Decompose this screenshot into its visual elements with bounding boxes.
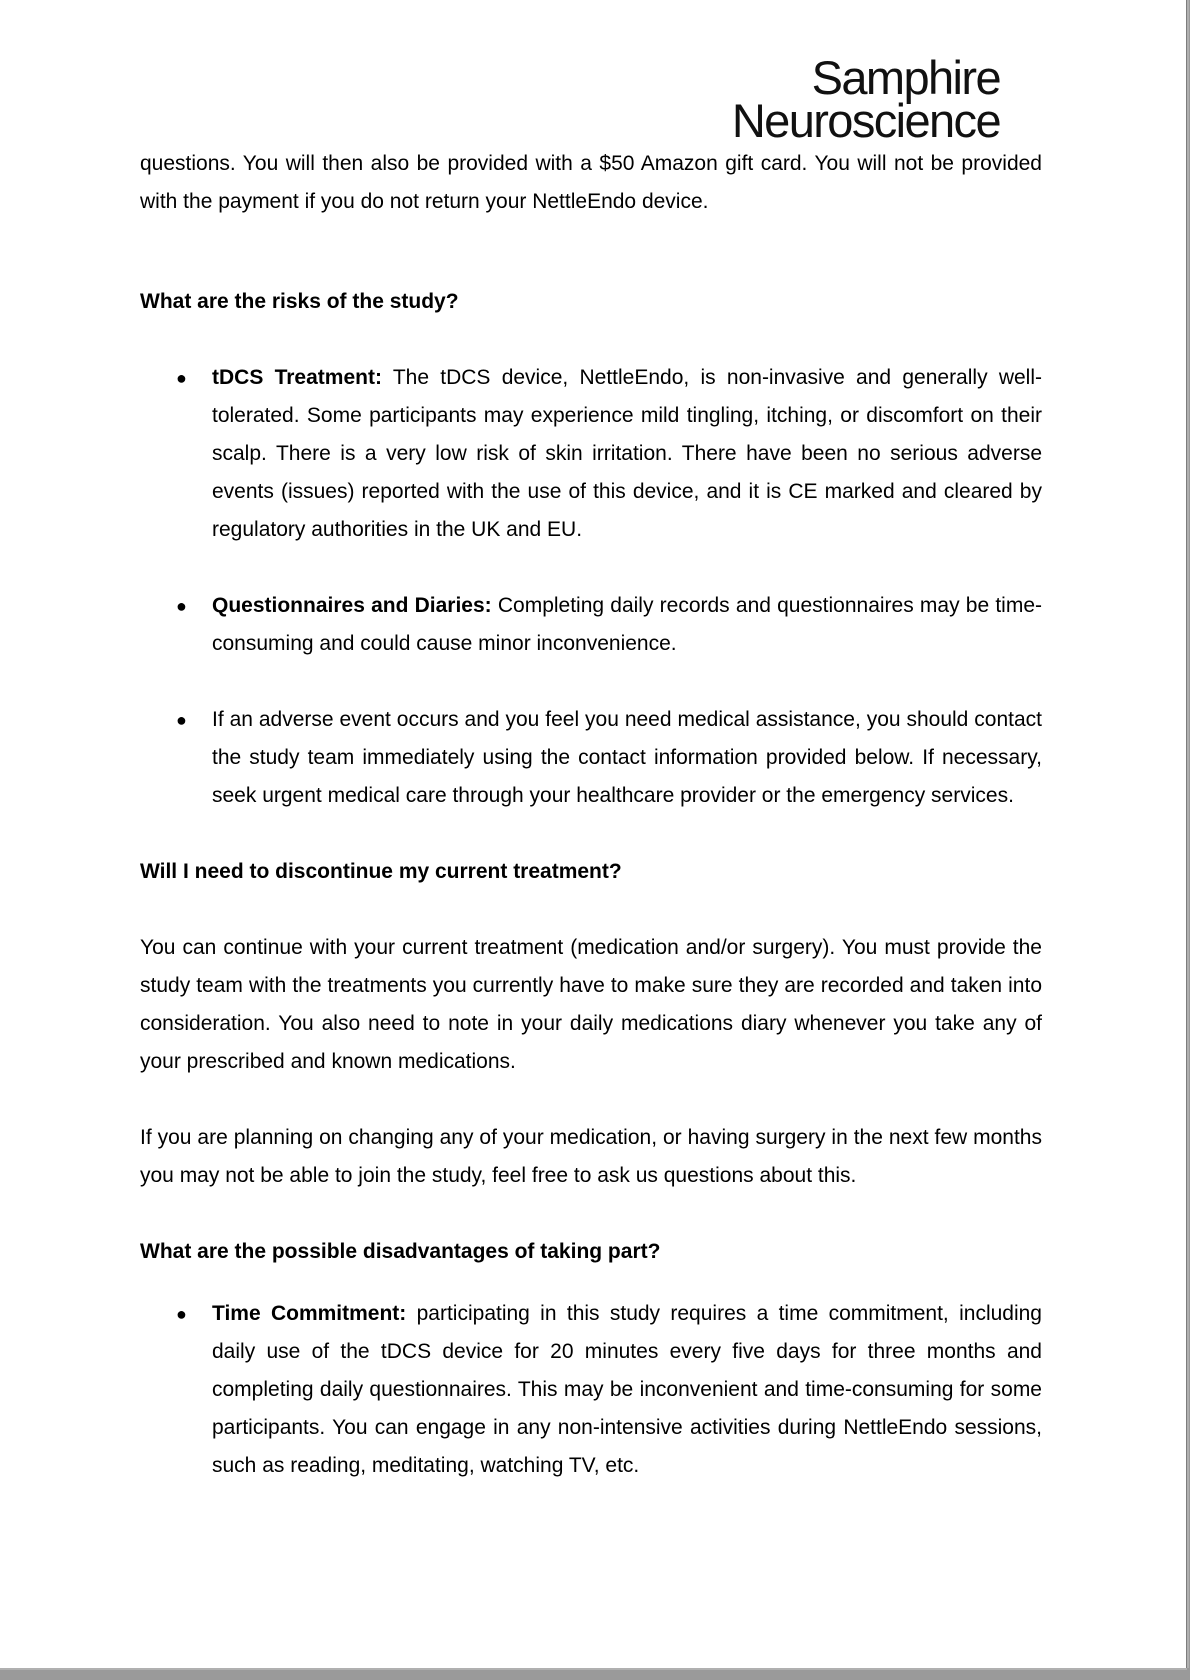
logo-line-2: Neuroscience bbox=[731, 94, 1000, 147]
disadvantage-item-time-commitment-label: Time Commitment: bbox=[212, 1302, 407, 1325]
discontinue-heading: Will I need to discontinue my current treatment? bbox=[140, 860, 622, 883]
risk-item-adverse-event-text: If an adverse event occurs and you feel you need medical assistance, you should contact the study team immediately using the contact information provided below. If necessary, seek urgent medical care through your healthcare provider or the emergency services. bbox=[212, 708, 1042, 807]
disadvantage-item-time-commitment-text: participating in this study requires a time commitment, including daily use of the tDCS device for 20 minutes every five days for three months and completing daily questionnaires. This may be inconvenient and time-consuming for some participants. You can engage in any non-intensive activities during NettleEndo sessions, such as reading, meditating, watching TV, etc. bbox=[212, 1302, 1042, 1477]
risk-item-questionnaires-text: Completing daily records and questionnaires may be time-consuming and could cause minor inconvenience. bbox=[212, 594, 1043, 655]
risks-list bbox=[140, 359, 1042, 815]
risks-heading: What are the risks of the study? bbox=[140, 290, 459, 313]
risk-item-tdcs-text: The tDCS device, NettleEndo, is non-invasive and generally well-tolerated. Some participants may experience mild tingling, itching, or discomfort on their scalp. There is a very low risk of skin irritation. There have been no serious adverse events (issues) reported with the use of this device, and it is CE marked and cleared by regulatory authorities in the UK and EU. bbox=[212, 366, 1042, 541]
bullet-icon: ● bbox=[176, 596, 187, 616]
samphire-neuroscience-logo bbox=[700, 51, 1000, 147]
document-content bbox=[140, 145, 1042, 1485]
bullet-icon: ● bbox=[176, 368, 187, 388]
risk-item-questionnaires bbox=[140, 587, 1042, 663]
logo-line-1: Samphire bbox=[811, 51, 1000, 104]
risk-item-adverse-event bbox=[140, 701, 1042, 815]
disadvantages-heading: What are the possible disadvantages of taking part? bbox=[140, 1240, 661, 1263]
risk-item-tdcs bbox=[140, 359, 1042, 549]
disadvantage-item-time-commitment bbox=[140, 1295, 1042, 1485]
risk-item-questionnaires-label: Questionnaires and Diaries: bbox=[212, 594, 492, 617]
discontinue-paragraph-2: If you are planning on changing any of your medication, or having surgery in the next few months you may not be able to join the study, feel free to ask us questions about this. bbox=[140, 1126, 1042, 1187]
discontinue-paragraph-1: You can continue with your current treatment (medication and/or surgery). You must provide the study team with the treatments you currently have to make sure they are recorded and taken into consideration. You also need to note in your daily medications diary whenever you take any of your prescribed and known medications. bbox=[140, 936, 1042, 1073]
bullet-icon: ● bbox=[176, 710, 187, 730]
intro-paragraph: questions. You will then also be provided with a $50 Amazon gift card. You will not be provided with the payment if you do not return your NettleEndo device. bbox=[140, 152, 1042, 213]
bullet-icon: ● bbox=[176, 1304, 187, 1324]
risk-item-tdcs-label: tDCS Treatment: bbox=[212, 366, 382, 389]
disadvantages-list bbox=[140, 1295, 1042, 1485]
